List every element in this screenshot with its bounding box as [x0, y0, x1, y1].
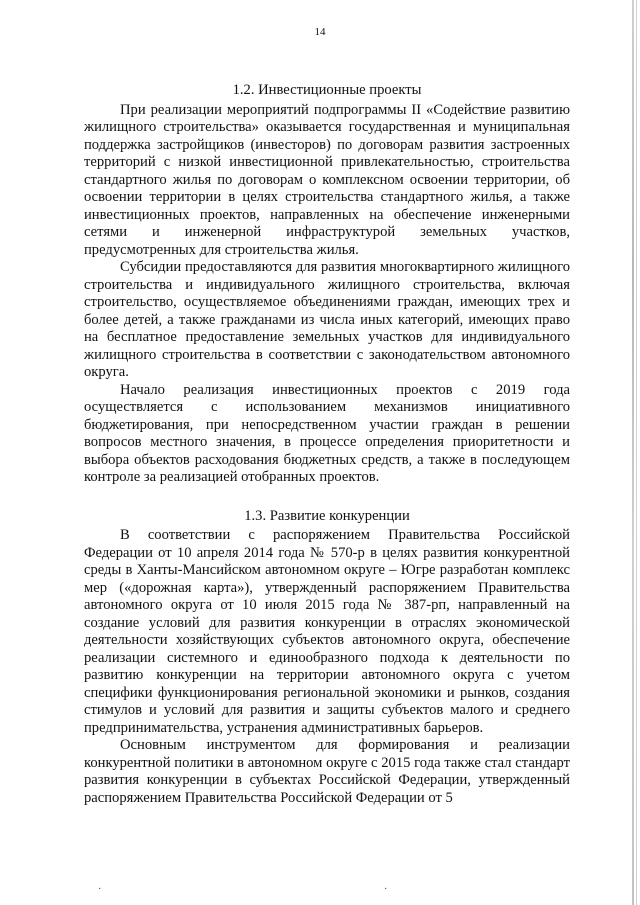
paragraph: При реализации мероприятий подпрограммы II «Содействие развитию жилищного строительства» оказывается государственная и муниципальная поддержка застройщиков (инвесторов) по договорам развития застроенных территорий с низкой инвестиционной привлекательностью, строительства стандартного жилья по договорам о комплексном освоении территории, об освоении территории в целях строительства стандартного жилья, а также инвестиционных проектов, направленных на обеспечение инженерными сетями и инженерной инфраструктурой земельных участков, предусмотренных для строительства жилья. [84, 101, 570, 258]
paragraph: Субсидии предоставляются для развития многоквартирного жилищного строительства и индивидуального жилищного строительства, включая строительство, осуществляемое объединениями граждан, имеющих трех и более детей, а также гражданами из числа иных категорий, имеющих право на бесплатное предоставление земельных участков для индивидуального жилищного строительства в соответствии с законодательством автономного округа. [84, 259, 570, 380]
paragraph: Начало реализация инвестиционных проектов с 2019 года осуществляется с использованием механизмов инициативного бюджетирования, при непосредственном участии граждан в решении вопросов местного значения, в процессе определения приоритетности и выбора объектов расходования бюджетных средств, а также в последующем контроле за реализацией отобранных проектов. [84, 381, 570, 485]
scan-edge [632, 0, 634, 905]
section-heading-competition: 1.3. Развитие конкуренции [244, 507, 410, 524]
scan-speck: · [98, 884, 102, 895]
section-heading-investment-projects: 1.2. Инвестиционные проекты [232, 82, 422, 98]
scan-speck: · [384, 884, 388, 895]
paragraph: Основным инструментом для формирования и реализации конкурентной политики в автономном округе с 2015 года также стал стандарт развития конкуренции в субъектах Российской Федерации, утвержденный распоряжением Правительства Российской Федерации от 5 [84, 737, 570, 806]
scan-edge-inner [636, 0, 637, 905]
paragraph: В соответствии с распоряжением Правительства Российской Федерации от 10 апреля 2014 года № 570-р в целях развития конкурентной среды в Ханты-Мансийском автономном округе – Югре разработан комплекс мер («дорожная карта»), утвержденный распоряжением Правительства автономного округа от 10 июля 2015 года № 387-рп, направленный на создание условий для развития конкуренции в отраслях экономической деятельности хозяйствующих субъектов автономного округа, обеспечение реализации системного и единообразного подхода к деятельности по развитию конкуренции на территории автономного округа с учетом специфики функционирования региональной экономики и рынков, создания стимулов и условий для развития и защиты субъектов малого и среднего предпринимательства, устранения административных барьеров. [84, 527, 570, 736]
page-number: 14 [314, 26, 326, 38]
document-body [84, 82, 570, 807]
